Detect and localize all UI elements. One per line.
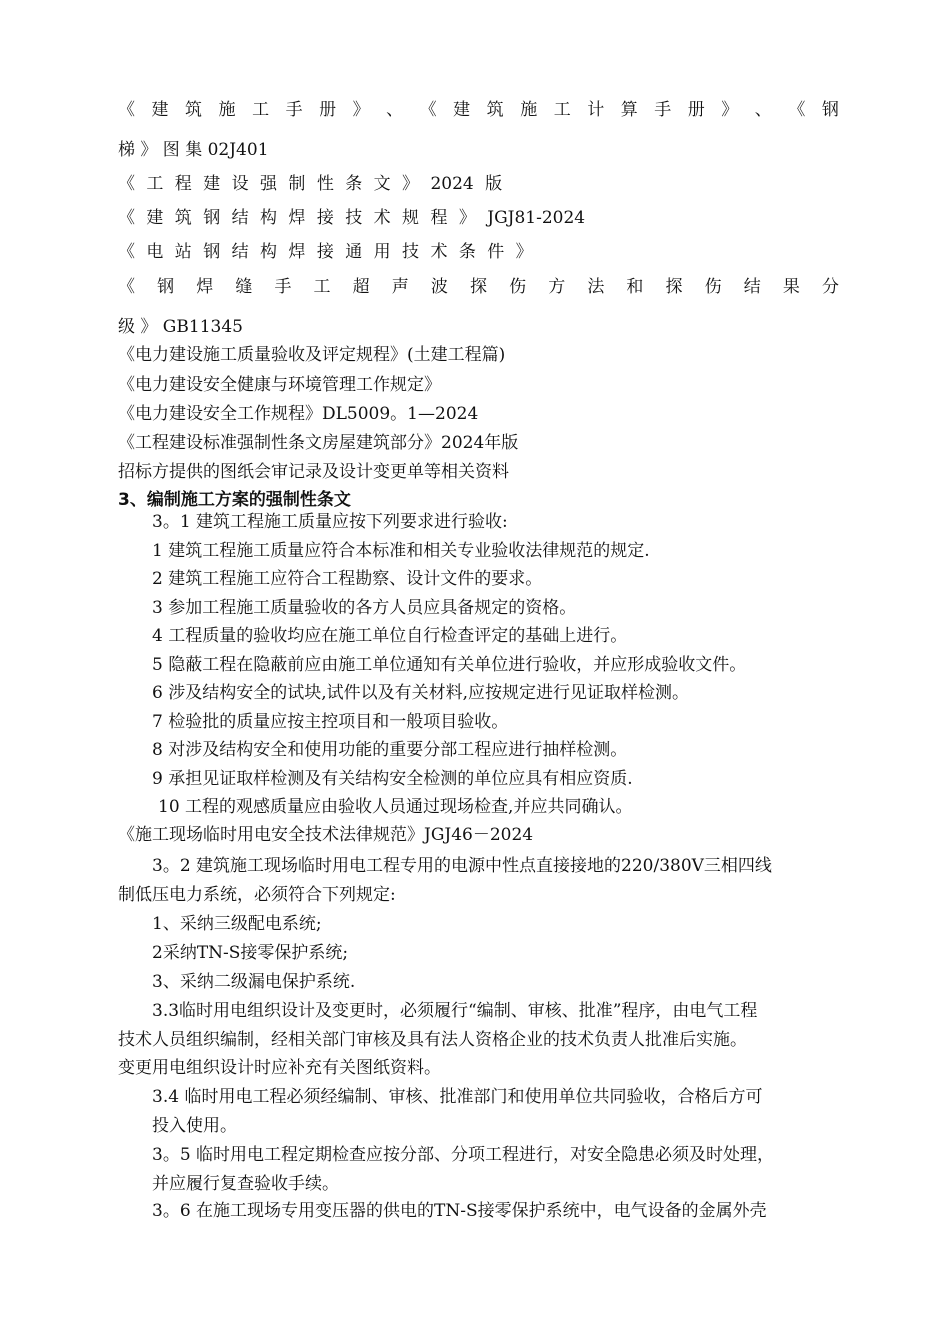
reference-line-3: 《 建 筑 钢 结 构 焊 接 技 术 规 程 》 JGJ81-2024 bbox=[118, 208, 586, 228]
clause-3-4: 3.4 临时用电工程必须经编制、审核、批准部门和使用单位共同验收，合格后方可 bbox=[152, 1087, 763, 1107]
list-item: 8 对涉及结构安全和使用功能的重要分部工程应进行抽样检测。 bbox=[152, 740, 628, 760]
reference-line-2: 《 工 程 建 设 强 制 性 条 文 》 2024 版 bbox=[118, 174, 503, 194]
list-item: 6 涉及结构安全的试块,试件以及有关材料,应按规定进行见证取样检测。 bbox=[152, 683, 690, 703]
justified-char: 探 bbox=[665, 277, 683, 297]
justified-char: 探 bbox=[469, 277, 487, 297]
justified-char: 施 bbox=[520, 100, 538, 120]
justified-char: 伤 bbox=[704, 277, 722, 297]
justified-char: 算 bbox=[620, 100, 638, 120]
justified-char: 《 bbox=[788, 100, 806, 120]
justified-char: 焊 bbox=[196, 277, 214, 297]
justified-char: 波 bbox=[430, 277, 448, 297]
clause-3-3: 3.3临时用电组织设计及变更时，必须履行“编制、审核、批准”程序，由电气工程 bbox=[152, 1001, 758, 1021]
clause-3-2-item-1: 1、采纳三级配电系统; bbox=[152, 914, 322, 934]
justified-char: 缝 bbox=[235, 277, 253, 297]
standard-title: 《施工现场临时用电安全技术法律规范》JGJ46－2024 bbox=[118, 825, 534, 845]
reference-line-1-cont: 梯 》 图 集 02J401 bbox=[118, 140, 269, 160]
justified-char: 施 bbox=[218, 100, 236, 120]
list-item: 4 工程质量的验收均应在施工单位自行检查评定的基础上进行。 bbox=[152, 626, 628, 646]
justified-char: 结 bbox=[743, 277, 761, 297]
reference-line-4: 《 电 站 钢 结 构 焊 接 通 用 技 术 条 件 》 bbox=[118, 242, 533, 262]
justified-char: 法 bbox=[587, 277, 605, 297]
justified-char: 手 bbox=[285, 100, 303, 120]
justified-char: 》 bbox=[721, 100, 739, 120]
justified-char: 《 bbox=[118, 100, 135, 120]
justified-char: 伤 bbox=[509, 277, 527, 297]
clause-3-2-item-3: 3、采纳二级漏电保护系统. bbox=[152, 972, 356, 992]
section-heading: 3、编制施工方案的强制性条文 bbox=[118, 490, 351, 510]
clause-3-2-item-2: 2采纳TN-S接零保护系统; bbox=[152, 943, 349, 963]
justified-char: 工 bbox=[313, 277, 331, 297]
list-item: 5 隐蔽工程在隐蔽前应由施工单位通知有关单位进行验收，并应形成验收文件。 bbox=[152, 655, 747, 675]
reference-line-10: 招标方提供的图纸会审记录及设计变更单等相关资料 bbox=[118, 462, 509, 482]
justified-char: 工 bbox=[252, 100, 270, 120]
justified-char: 手 bbox=[274, 277, 292, 297]
list-item: 9 承担见证取样检测及有关结构安全检测的单位应具有相应资质. bbox=[152, 769, 633, 789]
justified-char: 册 bbox=[319, 100, 337, 120]
justified-char: 手 bbox=[654, 100, 672, 120]
clause-3-5: 3。5 临时用电工程定期检查应按分部、分项工程进行，对安全隐患必须及时处理， bbox=[152, 1145, 775, 1165]
clause-3-4-cont: 投入使用。 bbox=[152, 1116, 237, 1136]
list-item: 10 工程的观感质量应由验收人员通过现场检查,并应共同确认。 bbox=[158, 797, 633, 817]
justified-char: 分 bbox=[821, 277, 839, 297]
list-item: 2 建筑工程施工应符合工程勘察、设计文件的要求。 bbox=[152, 569, 543, 589]
clause-3-3-cont: 技术人员组织编制，经相关部门审核及具有法人资格企业的技术负责人批准后实施。 bbox=[118, 1030, 747, 1050]
justified-char: 建 bbox=[453, 100, 471, 120]
clause-3-1: 3。1 建筑工程施工质量应按下列要求进行验收: bbox=[152, 512, 508, 532]
clause-3-2: 3。2 建筑施工现场临时用电工程专用的电源中性点直接接地的220/380V三相四线 bbox=[152, 856, 772, 876]
justified-char: 计 bbox=[587, 100, 605, 120]
reference-line-8: 《电力建设安全工作规程》DL5009。1—2024 bbox=[118, 404, 479, 424]
justified-char: 《 bbox=[419, 100, 437, 120]
justified-char: 钢 bbox=[821, 100, 839, 120]
justified-char: 方 bbox=[548, 277, 566, 297]
reference-line-1 bbox=[118, 99, 839, 121]
justified-char: 果 bbox=[782, 277, 800, 297]
justified-char: 、 bbox=[754, 100, 772, 120]
clause-3-5-cont: 并应履行复查验收手续。 bbox=[152, 1174, 339, 1194]
reference-line-9: 《工程建设标准强制性条文房屋建筑部分》2024年版 bbox=[118, 433, 519, 453]
justified-char: 超 bbox=[352, 277, 370, 297]
reference-line-5 bbox=[118, 276, 839, 298]
clause-3-3-cont-2: 变更用电组织设计时应补充有关图纸资料。 bbox=[118, 1058, 441, 1078]
justified-char: 建 bbox=[151, 100, 169, 120]
justified-char: 》 bbox=[352, 100, 370, 120]
reference-line-5-cont: 级 》 GB11345 bbox=[118, 317, 243, 337]
clause-3-2-cont: 制低压电力系统，必须符合下列规定: bbox=[118, 885, 396, 905]
list-item: 1 建筑工程施工质量应符合本标准和相关专业验收法律规范的规定. bbox=[152, 541, 650, 561]
justified-char: 、 bbox=[386, 100, 404, 120]
justified-char: 声 bbox=[391, 277, 409, 297]
justified-char: 册 bbox=[687, 100, 705, 120]
list-item: 7 检验批的质量应按主控项目和一般项目验收。 bbox=[152, 712, 509, 732]
clause-3-6: 3。6 在施工现场专用变压器的供电的TN-S接零保护系统中，电气设备的金属外壳 bbox=[152, 1201, 767, 1221]
justified-char: 和 bbox=[626, 277, 644, 297]
justified-char: 《 bbox=[118, 277, 135, 297]
reference-line-7: 《电力建设安全健康与环境管理工作规定》 bbox=[118, 375, 441, 395]
justified-char: 钢 bbox=[157, 277, 175, 297]
list-item: 3 参加工程施工质量验收的各方人员应具备规定的资格。 bbox=[152, 598, 577, 618]
justified-char: 筑 bbox=[486, 100, 504, 120]
justified-char: 工 bbox=[553, 100, 571, 120]
reference-line-6: 《电力建设施工质量验收及评定规程》(土建工程篇) bbox=[118, 345, 506, 365]
justified-char: 筑 bbox=[185, 100, 203, 120]
